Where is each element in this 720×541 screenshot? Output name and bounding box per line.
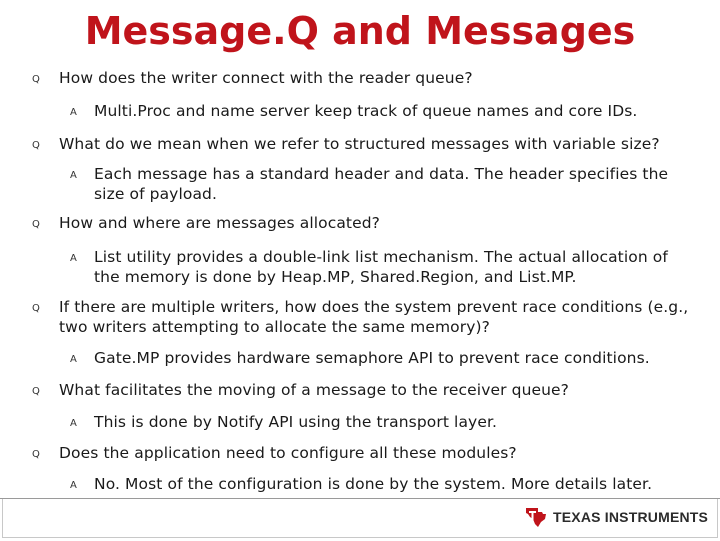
answer-text: Multi.Proc and name server keep track of queue names and core IDs.: [94, 102, 638, 120]
texas-instruments-logo-icon: [524, 505, 548, 529]
question-marker: Q: [32, 140, 40, 151]
question-marker: Q: [32, 74, 40, 85]
question-text: What do we mean when we refer to structured messages with variable size?: [59, 135, 660, 153]
question-text: How and where are messages allocated?: [59, 214, 381, 232]
question-text: Does the application need to configure all these modules?: [59, 444, 517, 462]
question-text: How does the writer connect with the reader queue?: [59, 69, 473, 87]
question-text: If there are multiple writers, how does the system prevent race conditions (e.g., two writers attempting to allocate the same memory)?: [59, 298, 689, 336]
slide-footer: [0, 498, 720, 541]
answer-marker: A: [70, 170, 77, 181]
question-marker: Q: [32, 219, 40, 230]
answer-text: Each message has a standard header and data. The header specifies the size of payload.: [94, 165, 669, 203]
answer-text: Gate.MP provides hardware semaphore API to prevent race conditions.: [94, 349, 650, 367]
slide-title: Message.Q and Messages: [84, 9, 636, 53]
answer-text: List utility provides a double-link list mechanism. The actual allocation of the memory is done by Heap.MP, Shared.Region, and List.MP.: [94, 248, 668, 286]
answer-text: No. Most of the configuration is done by the system. More details later.: [94, 475, 653, 493]
question-text: What facilitates the moving of a message to the receiver queue?: [59, 381, 570, 399]
answer-marker: A: [70, 418, 77, 429]
answer-marker: A: [70, 480, 77, 491]
answer-marker: A: [70, 354, 77, 365]
answer-marker: A: [70, 253, 77, 264]
answer-marker: A: [70, 107, 77, 118]
question-marker: Q: [32, 386, 40, 397]
question-marker: Q: [32, 303, 40, 314]
brand-name: TEXAS INSTRUMENTS: [553, 509, 709, 525]
question-marker: Q: [32, 449, 40, 460]
answer-text: This is done by Notify API using the transport layer.: [94, 413, 498, 431]
